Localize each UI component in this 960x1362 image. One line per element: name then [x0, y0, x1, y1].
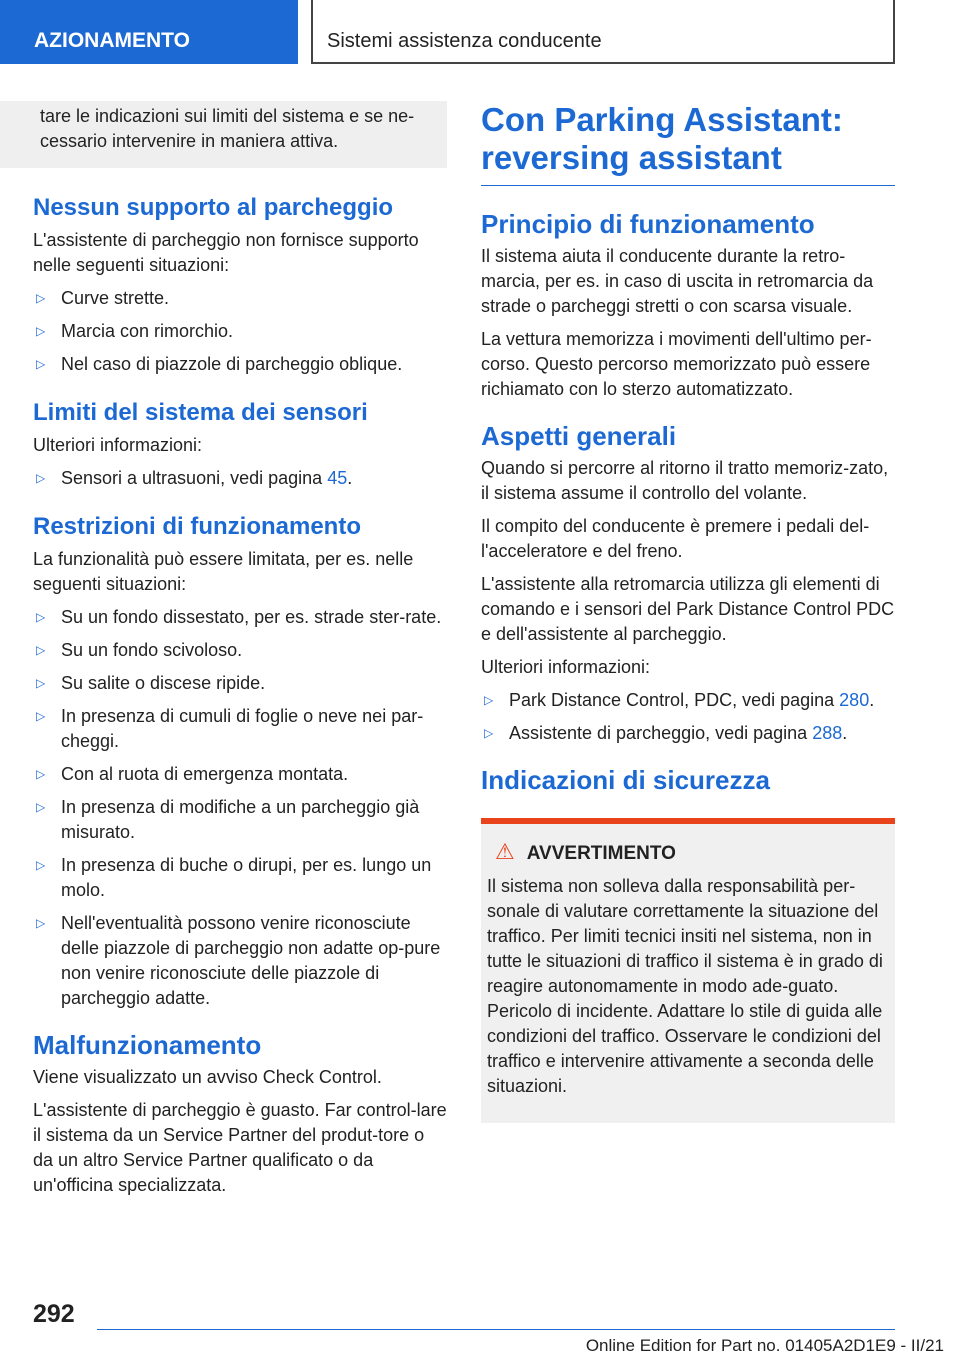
note-text: tare le indicazioni sui limiti del sistema e se ne-cessario intervenire in maniera attiva. — [40, 106, 415, 151]
bullet-icon: ▷ — [36, 800, 46, 814]
list-item: ▷ In presenza di modifiche a un parcheggio già misurato. — [36, 797, 420, 842]
list-item: ▷ Su salite o discese ripide. — [33, 671, 447, 696]
heading-no-support: Nessun supporto al parcheggio — [33, 194, 394, 221]
right-column — [481, 101, 895, 1123]
list-item: ▷ In presenza di cumuli di foglie o neve nei par-cheggi. — [36, 706, 424, 751]
main-title: Con Parking Assistant: reversing assistant — [481, 101, 895, 186]
list-item: ▷ Marcia con rimorchio. — [33, 319, 447, 344]
heading-sensor-limits: Limiti del sistema dei sensori — [33, 399, 368, 426]
sensor-limits-text: Ulteriori informazioni: — [33, 435, 203, 455]
footer-divider — [97, 1329, 895, 1330]
bullet-icon: ▷ — [36, 767, 46, 781]
list-item: ▷ Assistente di parcheggio, vedi pagina 288. — [481, 721, 895, 746]
heading-safety: Indicazioni di sicurezza — [481, 765, 770, 795]
principle-text-1: Il sistema aiuta il conducente durante la retro-marcia, per es. in caso di uscita in retromarcia da strade o parcheggi stretti o con scarsa visuale. — [481, 246, 874, 316]
left-column — [33, 101, 447, 1206]
footer-edition: Online Edition for Part no. 01405A2D1E9 - II/21 — [585, 1336, 944, 1355]
warning-title: ⚠ AVVERTIMENTO — [495, 839, 676, 864]
no-support-list — [33, 286, 447, 377]
warning-box — [481, 818, 895, 1123]
no-support-text: L'assistente di parcheggio non fornisce supporto nelle seguenti situazioni: — [33, 230, 419, 275]
list-item: ▷ Con al ruota di emergenza montata. — [33, 762, 447, 787]
general-text-3: L'assistente alla retromarcia utilizza gli elementi di comando e i sensori del Park Distance Control PDC e dell'assistente al parcheggio. — [481, 574, 895, 644]
heading-restrictions: Restrizioni di funzionamento — [33, 513, 361, 540]
bullet-icon: ▷ — [484, 726, 494, 740]
note-box — [0, 101, 447, 168]
page-link-45[interactable]: 45 — [327, 468, 348, 488]
warning-text: Il sistema non solleva dalla responsabilità per-sonale di valutare correttamente la situazione del traffico. Per limiti tecnici insiti nel sistema, non in tutte le situazioni di traffico il sistema è in grado di reagire autonomamente in modo ade-guato. Pericolo di incidente. Adattare lo stile di guida alle condizioni del traffico. Osservare le condizioni del traffico e intervenire attivamente a seconda delle situazioni. — [487, 876, 883, 1096]
bullet-icon: ▷ — [36, 858, 46, 872]
heading-principle: Principio di funzionamento — [481, 209, 815, 239]
general-text-4: Ulteriori informazioni: — [481, 657, 651, 677]
general-text-2: Il compito del conducente è premere i pedali del-l'acceleratore e del freno. — [481, 516, 870, 561]
list-item: ▷ Park Distance Control, PDC, vedi pagina 280. — [481, 688, 895, 713]
general-text-1: Quando si percorre al ritorno il tratto memoriz-zato, il sistema assume il controllo del volante. — [481, 458, 889, 503]
restrictions-text: La funzionalità può essere limitata, per es. nelle seguenti situazioni: — [33, 549, 414, 594]
list-item: ▷ Nell'eventualità possono venire riconosciute delle piazzole di parcheggio non adatte op-pure non venire riconosciute delle piazzole di parcheggio adatte. — [36, 913, 441, 1008]
bullet-icon: ▷ — [484, 693, 494, 707]
heading-malfunction: Malfunzionamento — [33, 1030, 262, 1060]
bullet-icon: ▷ — [36, 916, 46, 930]
principle-text-2: La vettura memorizza i movimenti dell'ultimo per-corso. Questo percorso memorizzato può essere richiamato con lo sterzo automatizzato. — [481, 329, 872, 399]
section-title: Sistemi assistenza conducente — [311, 0, 895, 64]
bullet-icon: ▷ — [36, 471, 46, 485]
restrictions-list — [33, 605, 447, 1011]
list-item: ▷ Nel caso di piazzole di parcheggio oblique. — [33, 352, 447, 377]
bullet-icon: ▷ — [36, 291, 46, 305]
page-number: 292 — [33, 1300, 75, 1328]
malfunction-text-2: L'assistente di parcheggio è guasto. Far control-lare il sistema da un Service Partner del produt-tore o da un altro Service Partner qualificato o da un'officina specializzata. — [33, 1100, 447, 1195]
list-item: ▷ Su un fondo dissestato, per es. strade ster-rate. — [33, 605, 447, 630]
list-item: ▷ In presenza di buche o dirupi, per es. lungo un molo. — [36, 855, 432, 900]
malfunction-text-1: Viene visualizzato un avviso Check Control. — [33, 1067, 382, 1087]
bullet-icon: ▷ — [36, 324, 46, 338]
heading-general: Aspetti generali — [481, 421, 677, 451]
list-item: ▷ Su un fondo scivoloso. — [33, 638, 447, 663]
page-link-288[interactable]: 288 — [812, 723, 843, 743]
bullet-icon: ▷ — [36, 357, 46, 371]
sensor-limits-list — [33, 466, 447, 491]
general-list — [481, 688, 895, 746]
chapter-tab: AZIONAMENTO — [0, 0, 298, 64]
list-item: ▷ Sensori a ultrasuoni, vedi pagina 45. — [33, 466, 447, 491]
bullet-icon: ▷ — [36, 610, 46, 624]
bullet-icon: ▷ — [36, 709, 46, 723]
bullet-icon: ▷ — [36, 676, 46, 690]
page-link-280[interactable]: 280 — [839, 690, 870, 710]
list-item: ▷ Curve strette. — [33, 286, 447, 311]
warning-triangle-icon: ⚠ — [495, 839, 515, 864]
bullet-icon: ▷ — [36, 643, 46, 657]
